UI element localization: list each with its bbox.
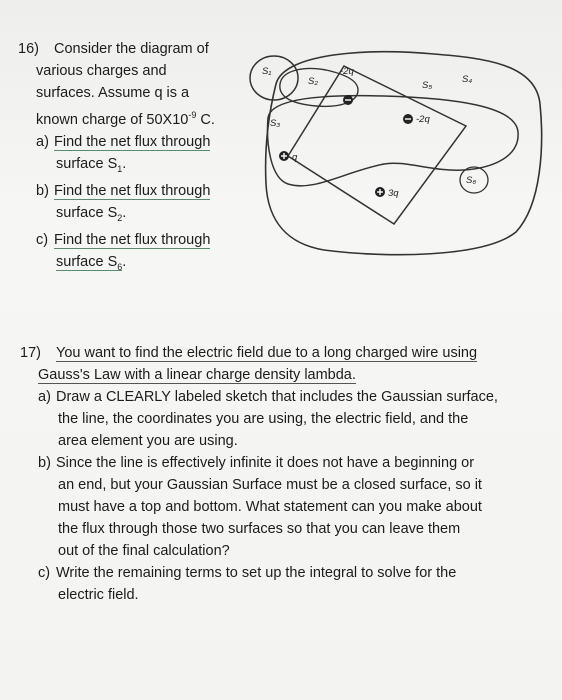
label-s5: S₅ (422, 80, 433, 91)
q17-part-b-letter: b) (38, 455, 51, 471)
q17-part-a-letter: a) (38, 389, 51, 405)
q17-part-c-line-1: Write the remaining terms to set up the integral to solve for the (56, 565, 457, 581)
label-charge-plus-3q: 3q (388, 188, 399, 199)
part-a-subscript: 1 (117, 163, 123, 174)
label-s1: S₁ (262, 66, 272, 77)
question-17-intro-line-1: You want to find the electric field due to a long charged wire using (56, 345, 478, 361)
part-b-letter: b) (36, 182, 49, 199)
gauss-surfaces-diagram (244, 44, 544, 262)
charge-plus-q (279, 151, 289, 161)
label-s2: S₂ (308, 76, 318, 87)
charge-exponent: -9 (188, 110, 197, 120)
charge-plus-3q (375, 187, 385, 197)
surface-s5 (288, 66, 466, 224)
part-b-line-1: Find the net flux through (54, 182, 211, 199)
charge-unit: C. (196, 111, 215, 128)
label-s3: S₃ (270, 118, 281, 129)
part-c-letter: c) (36, 231, 49, 248)
part-b-line-2: surface S (56, 204, 118, 221)
q17-part-b-line-1: Since the line is effectively infinite it does not have a beginning or (56, 455, 475, 471)
q17-part-c-letter: c) (38, 565, 51, 581)
q17-part-c-line-2: electric field. (58, 587, 139, 603)
label-charge-minus-2q-right: -2q (416, 114, 430, 125)
label-s6: S₆ (466, 175, 477, 186)
part-a-line-2: surface S (56, 155, 118, 172)
part-c-line-1: Find the net flux through (54, 231, 211, 248)
q17-part-a-line-3: area element you are using. (58, 433, 238, 449)
question-17 (20, 342, 540, 606)
label-charge-minus-2q-top: -2q (340, 66, 354, 77)
part-a-line-1: Find the net flux through (54, 133, 211, 150)
label-charge-plus-q: q (292, 152, 298, 163)
surface-s4 (266, 52, 542, 255)
question-17-intro-line-2: Gauss's Law with a linear charge density lambda. (38, 367, 356, 383)
part-b-subscript: 2 (117, 212, 123, 223)
question-16-intro-line-2: various charges and (36, 63, 167, 79)
part-a-letter: a) (36, 133, 49, 150)
charge-minus-2q-top (343, 95, 353, 105)
q17-part-b-line-3: must have a top and bottom. What statement can you make about (58, 499, 482, 515)
question-16-intro-line-3: surfaces. Assume q is a (36, 85, 190, 101)
question-16-number: 16) (18, 41, 39, 57)
question-16: 16) Consider the diagram of various charges and surfaces. Assume q is a known charge of $50X10^{-9}$ C. a) Find the net flux through surface $S_1$. b) Find the net flux through surface $S_2$. c) Find the net flux through surface $S_6$. (18, 38, 243, 278)
question-17-number: 17) (20, 345, 41, 361)
q17-part-a-line-2: the line, the coordinates you are using, the electric field, and the (58, 411, 469, 427)
q17-part-b-line-2: an end, but your Gaussian Surface must be a closed surface, so it (58, 477, 482, 493)
q17-part-a-line-1: Draw a CLEARLY labeled sketch that includes the Gaussian surface, (56, 389, 498, 405)
label-s4: S₄ (462, 74, 473, 85)
part-c-subscript: 6 (117, 261, 123, 272)
charge-minus-2q-right (403, 114, 413, 124)
q17-part-b-line-5: out of the final calculation? (58, 543, 230, 559)
q17-part-b-line-4: the flux through those two surfaces so that you can leave them (58, 521, 461, 537)
part-c-line-2: surface S (56, 253, 118, 270)
question-16-intro-line-4: known charge of 50X10 (36, 111, 189, 128)
question-16-intro-line-1: Consider the diagram of (54, 41, 209, 57)
surface-s3 (268, 96, 519, 186)
